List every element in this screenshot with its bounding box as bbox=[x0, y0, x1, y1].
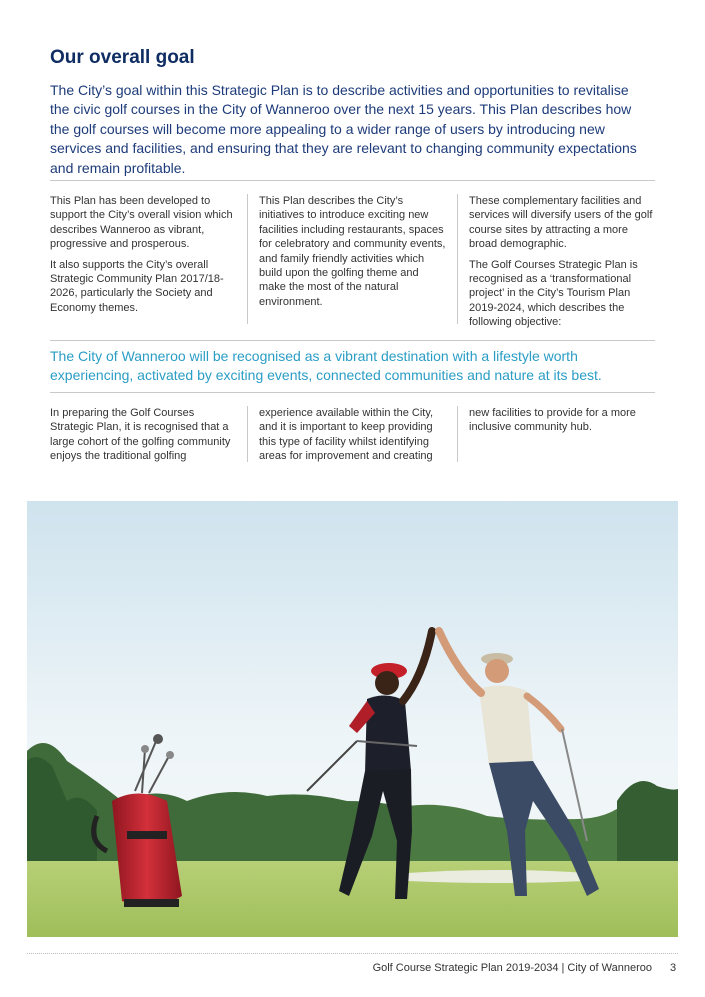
column-divider bbox=[457, 406, 458, 462]
col3-paragraph-1: These complementary facilities and services will diversify users of the golf course sites by attracting a more broad demographic. bbox=[469, 195, 653, 251]
col2-paragraph-1: This Plan describes the City’s initiatives to introduce exciting new facilities including restaurants, spaces for celebratory and community events, and family friendly activities which build upon the golfing theme and make the most of the natural environment. bbox=[259, 195, 446, 308]
s2-col2-text: experience available within the City, and it is important to keep providing this type of facility whilst identifying areas for improvement and creating bbox=[259, 407, 434, 463]
footer-title: Golf Course Strategic Plan 2019-2034 | City of Wanneroo bbox=[372, 962, 652, 974]
section-2-columns bbox=[50, 406, 655, 466]
divider bbox=[50, 392, 655, 393]
footer-divider bbox=[27, 953, 678, 954]
s2-col3-text: new facilities to provide for a more inclusive community hub. bbox=[469, 407, 636, 434]
column-3 bbox=[469, 194, 657, 336]
section-1-columns bbox=[50, 194, 655, 329]
column-2 bbox=[259, 194, 447, 315]
page-number: 3 bbox=[670, 962, 677, 974]
column-divider bbox=[457, 194, 458, 324]
s2-col1-text: In preparing the Golf Courses Strategic Plan, it is recognised that a large cohort of the golfing community enjoys the traditional golfing bbox=[50, 407, 231, 463]
col1-paragraph-1: This Plan has been developed to support the City’s overall vision which describes Wanneroo as vibrant, progressive and prosperous. bbox=[50, 195, 233, 251]
col1-paragraph-2: It also supports the City’s overall Strategic Community Plan 2017/18-2026, particularly the Society and Economy themes. bbox=[50, 258, 224, 314]
page-heading: Our overall goal bbox=[50, 47, 195, 68]
column-2 bbox=[259, 406, 451, 470]
column-1 bbox=[50, 406, 240, 470]
divider bbox=[50, 180, 655, 181]
divider bbox=[50, 340, 655, 341]
objective-quote: The City of Wanneroo will be recognised as a vibrant destination with a lifestyle worth experiencing, activated by exciting events, connected communities and nature at its best. bbox=[50, 348, 602, 384]
column-divider bbox=[247, 194, 248, 324]
intro-paragraph: The City’s goal within this Strategic Plan is to describe activities and opportunities to revitalise the civic golf courses in the City of Wanneroo over the next 15 years. This Plan describes how the golf courses will become more appealing to a wider range of users by introducing new services and facilities, and ensuring that they are relevant to changing community expectations and remain profitable. bbox=[50, 82, 637, 176]
col3-paragraph-2: The Golf Courses Strategic Plan is recognised as a ‘transformational project’ in the City’s Tourism Plan 2019-2024, which describes the following objective: bbox=[469, 258, 638, 329]
column-3 bbox=[469, 406, 657, 441]
golfers-high-five-photo bbox=[27, 501, 678, 937]
column-1 bbox=[50, 194, 240, 321]
sand-bunker bbox=[407, 870, 587, 883]
column-divider bbox=[247, 406, 248, 462]
